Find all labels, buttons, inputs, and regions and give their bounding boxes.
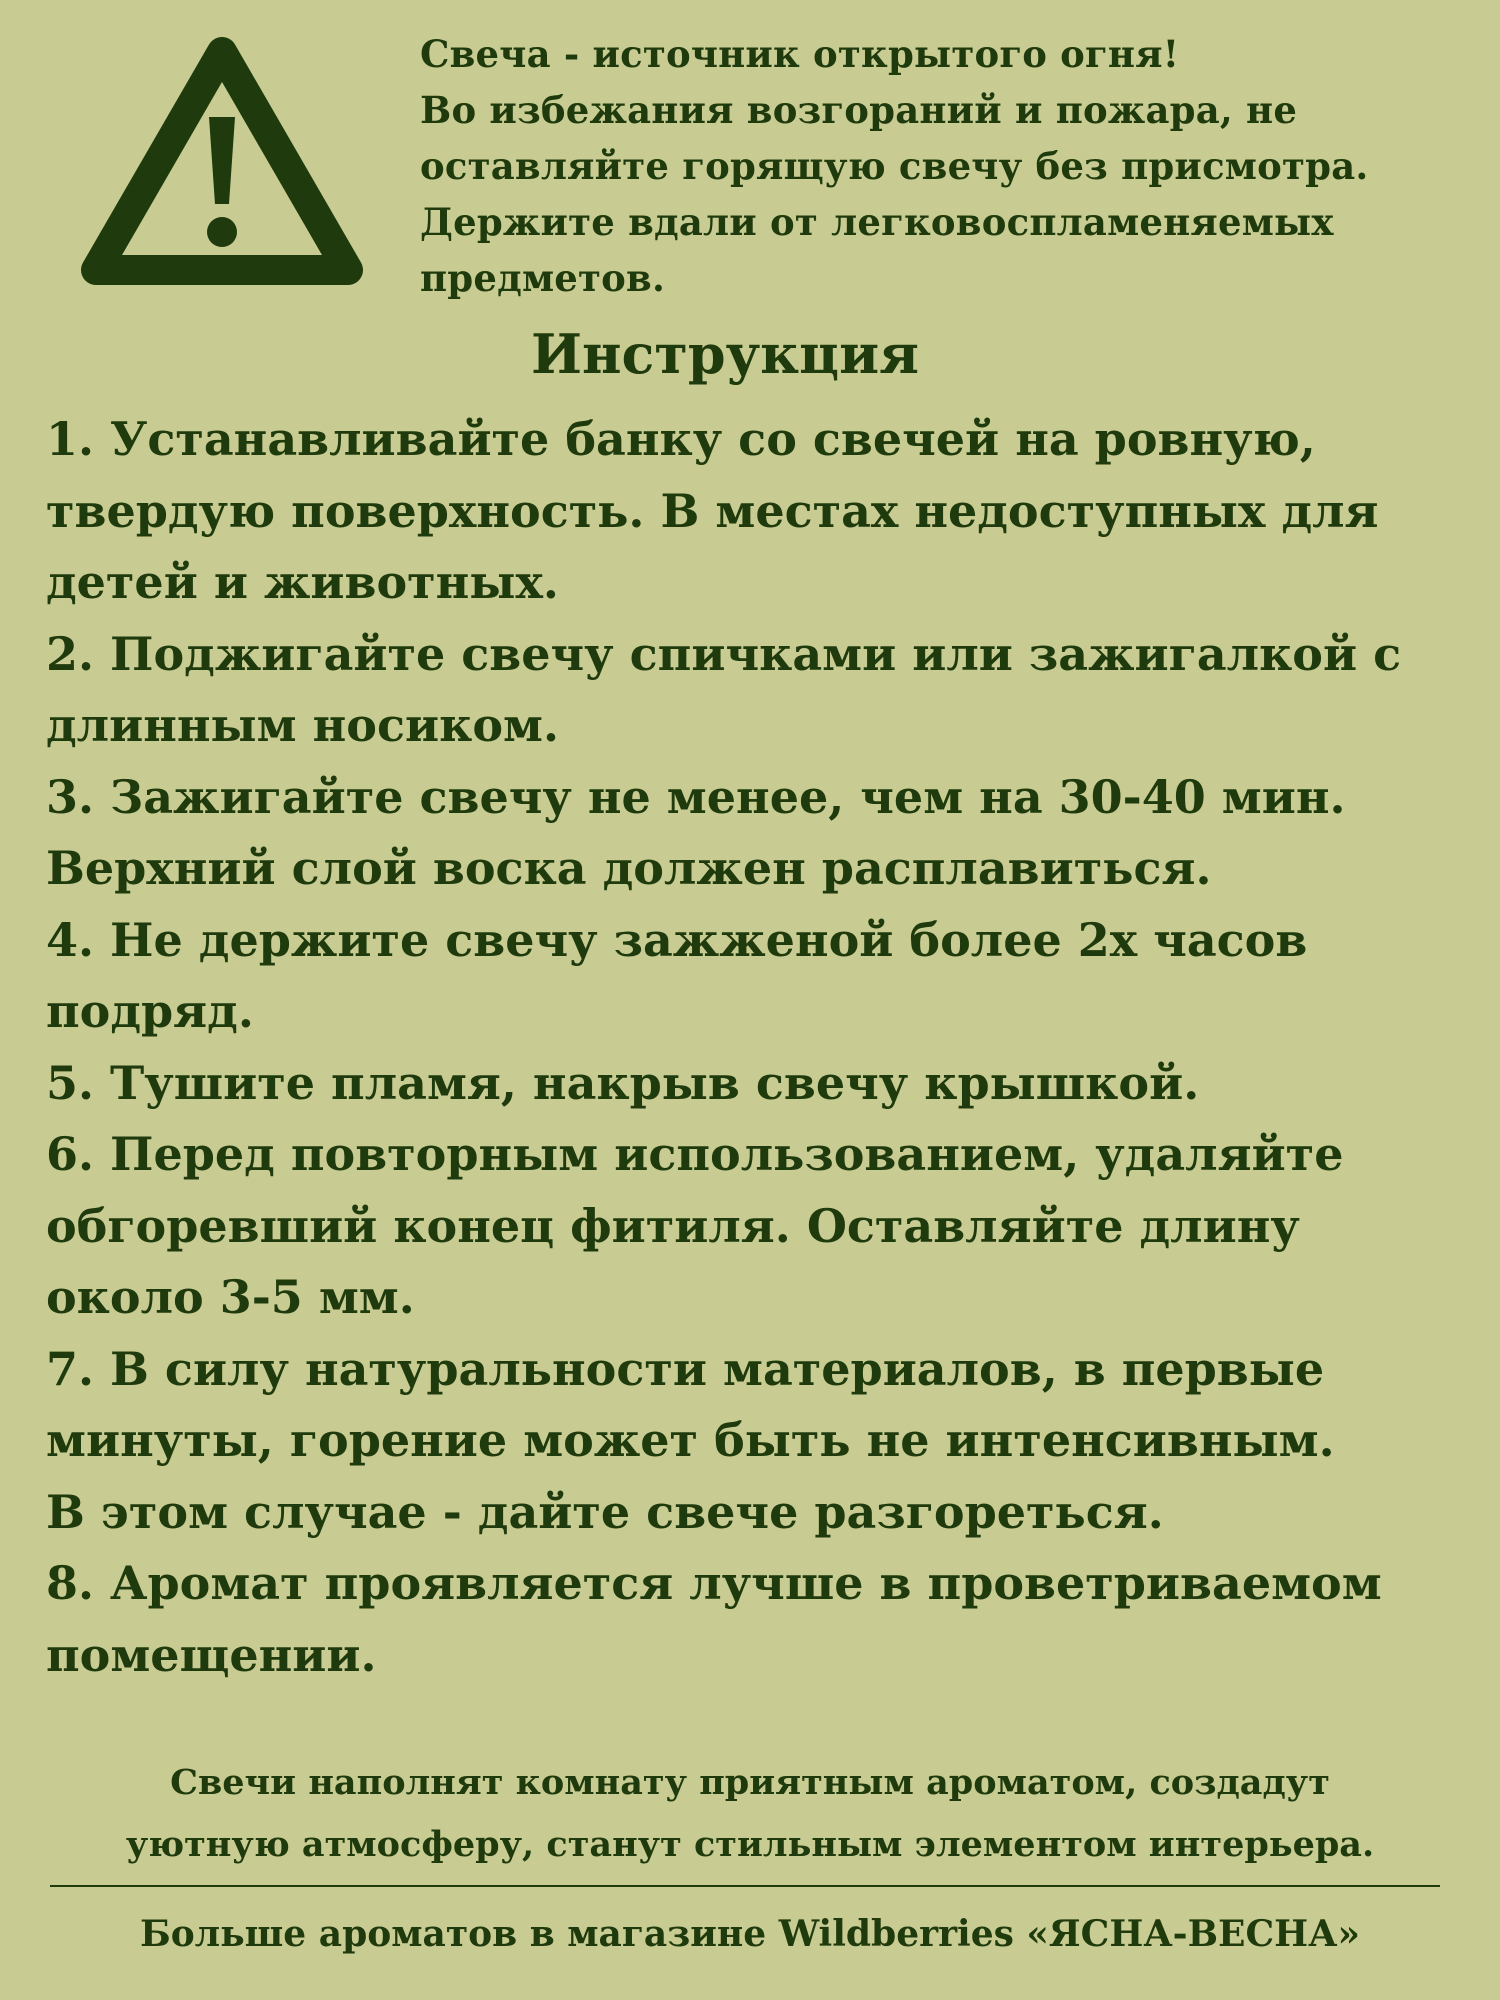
warning-line: Держите вдали от легковоспламеняемых [420, 200, 1334, 244]
footer-line: Свечи наполнят комнату приятным ароматом, создадут [170, 1762, 1330, 1803]
instruction-line: длинным носиком. [46, 698, 559, 752]
instruction-line: 1. Устанавливайте банку со свечей на ровную, [46, 412, 1316, 466]
fire-warning [420, 26, 1480, 306]
instruction-line: 4. Не держите свечу зажженой более 2х часов [46, 912, 1308, 967]
instruction-line: 5. Тушите пламя, накрыв свечу крышкой. [46, 1055, 1200, 1110]
instruction-line: минуты, горение может быть не интенсивным. [46, 1413, 1335, 1467]
instruction-line: Верхний слой воска должен расплавиться. [46, 841, 1212, 895]
instructions-title: Инструкция [530, 322, 920, 386]
store-line: Больше ароматов в магазине Wildberries «ЯСНА-ВЕСНА» [140, 1913, 1360, 1955]
warning-triangle-exclamation-icon [62, 22, 382, 302]
instruction-line: помещении. [46, 1627, 377, 1682]
instruction-line: около 3-5 мм. [46, 1270, 415, 1324]
footer-line: уютную атмосферу, станут стильным элементом интерьера. [125, 1824, 1375, 1865]
instruction-line: твердую поверхность. В местах недоступных для [46, 483, 1379, 538]
warning-line: предметов. [420, 256, 666, 300]
instruction-line: 6. Перед повторным использованием, удаляйте [46, 1127, 1344, 1181]
instruction-line: 8. Аромат проявляется лучше в проветриваемом [46, 1556, 1382, 1610]
warning-line: Во избежания возгораний и пожара, не [420, 88, 1298, 132]
instruction-line: подряд. [46, 984, 254, 1038]
instructions-list [46, 404, 1466, 1691]
instruction-line: 2. Поджигайте свечу спичками или зажигалкой с [46, 626, 1402, 681]
instruction-line: обгоревший конец фитиля. Оставляйте длину [46, 1198, 1300, 1253]
footer-description [0, 1752, 1500, 1876]
instruction-line: 7. В силу натуральности материалов, в первые [46, 1341, 1325, 1396]
instruction-line: В этом случае - дайте свече разгореться. [46, 1484, 1164, 1539]
instruction-line: 3. Зажигайте свечу не менее, чем на 30-40 мин. [46, 769, 1346, 824]
warning-line: Свеча - источник открытого огня! [420, 32, 1180, 76]
divider [50, 1885, 1440, 1887]
warning-line: оставляйте горящую свечу без присмотра. [420, 144, 1369, 188]
instruction-line: детей и животных. [46, 555, 559, 609]
